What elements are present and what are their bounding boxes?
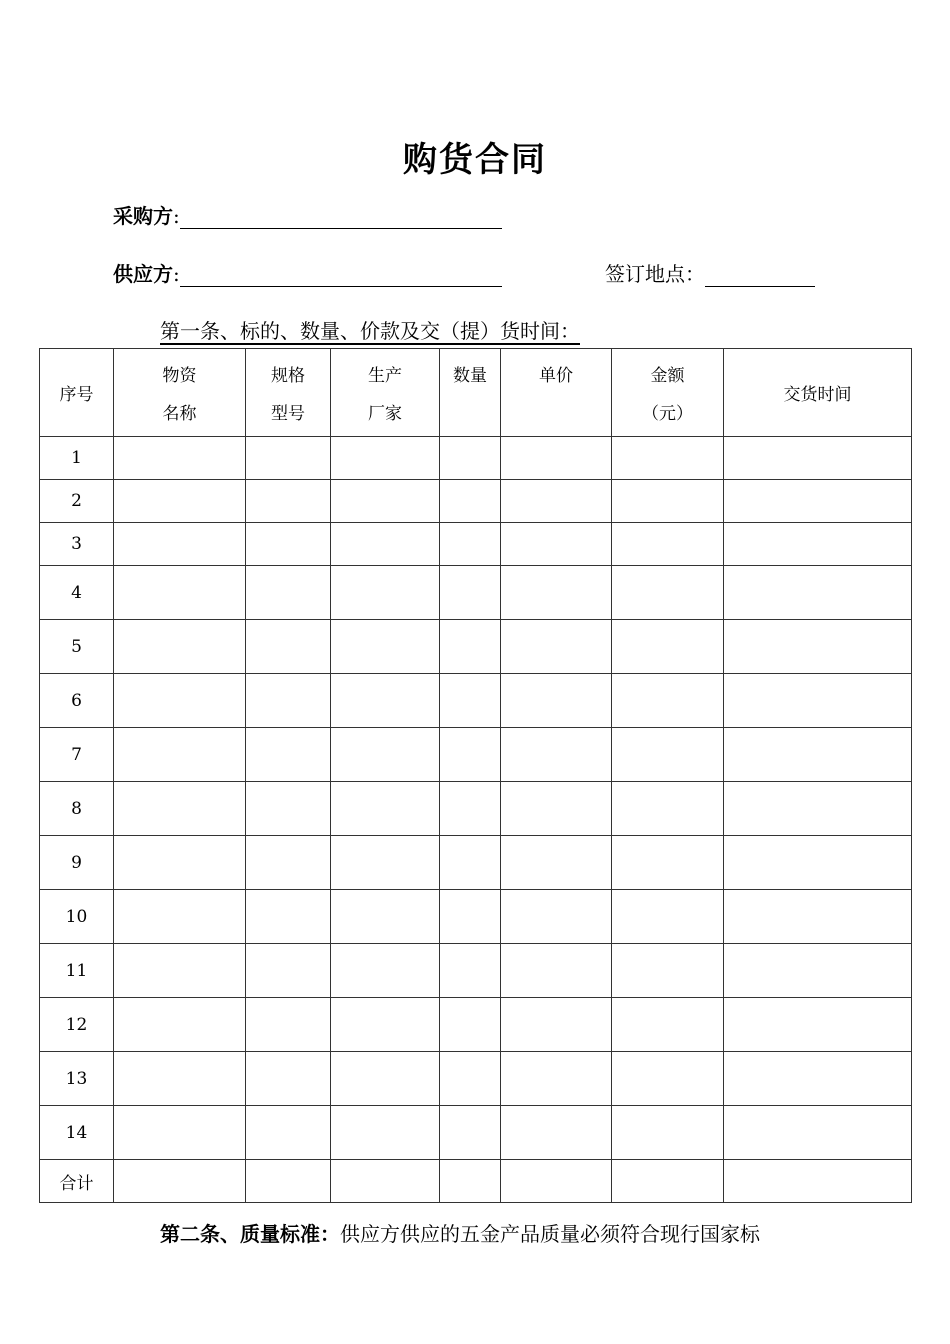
cell-name[interactable] [114, 566, 246, 620]
clause-1-heading: 第一条、标的、数量、价款及交（提）货时间： [160, 319, 580, 343]
row-number: 14 [40, 1106, 114, 1160]
cell-qty[interactable] [440, 1106, 501, 1160]
row-number: 11 [40, 944, 114, 998]
cell-amount[interactable] [612, 836, 724, 890]
table-header-row [40, 349, 912, 437]
cell-price[interactable] [501, 890, 612, 944]
cell-qty[interactable] [440, 728, 501, 782]
table-row [40, 890, 912, 944]
total-cell-maker[interactable] [331, 1160, 440, 1203]
cell-qty[interactable] [440, 674, 501, 728]
header-maker-line2: 厂家 [368, 404, 402, 424]
cell-spec[interactable] [246, 890, 331, 944]
cell-spec[interactable] [246, 1052, 331, 1106]
cell-delivery[interactable] [724, 620, 912, 674]
row-number: 3 [40, 523, 114, 566]
table-row [40, 566, 912, 620]
cell-amount[interactable] [612, 944, 724, 998]
cell-name[interactable] [114, 674, 246, 728]
supplier-blank[interactable] [180, 266, 502, 287]
clause-2-text: 供应方供应的五金产品质量必须符合现行国家标 [340, 1222, 760, 1246]
cell-spec[interactable] [246, 1106, 331, 1160]
row-number: 4 [40, 566, 114, 620]
cell-spec[interactable] [246, 728, 331, 782]
cell-qty[interactable] [440, 782, 501, 836]
cell-delivery[interactable] [724, 836, 912, 890]
supplier-field [113, 258, 502, 287]
total-row [40, 1160, 912, 1203]
cell-maker[interactable] [331, 998, 440, 1052]
header-name-line1: 物资 [162, 366, 197, 386]
goods-table [39, 348, 912, 1203]
cell-name[interactable] [114, 728, 246, 782]
row-number: 13 [40, 1052, 114, 1106]
total-cell-delivery[interactable] [724, 1160, 912, 1203]
cell-maker[interactable] [331, 782, 440, 836]
header-amount [612, 349, 724, 437]
cell-qty[interactable] [440, 1052, 501, 1106]
cell-delivery[interactable] [724, 782, 912, 836]
cell-delivery[interactable] [724, 1106, 912, 1160]
row-number: 10 [40, 890, 114, 944]
cell-qty[interactable] [440, 437, 501, 480]
cell-amount[interactable] [612, 437, 724, 480]
cell-qty[interactable] [440, 944, 501, 998]
cell-maker[interactable] [331, 674, 440, 728]
table-row [40, 998, 912, 1052]
buyer-colon: : [173, 204, 180, 228]
table-row [40, 728, 912, 782]
header-spec-line1: 规格 [271, 366, 305, 386]
cell-name[interactable] [114, 1052, 246, 1106]
total-label: 合计 [40, 1160, 114, 1203]
cell-price[interactable] [501, 998, 612, 1052]
cell-maker[interactable] [331, 523, 440, 566]
header-maker [331, 349, 440, 437]
row-number: 6 [40, 674, 114, 728]
total-cell-amount[interactable] [612, 1160, 724, 1203]
header-name [114, 349, 246, 437]
cell-amount[interactable] [612, 674, 724, 728]
cell-amount[interactable] [612, 998, 724, 1052]
cell-delivery[interactable] [724, 728, 912, 782]
supplier-label: 供应方 [113, 262, 173, 286]
cell-name[interactable] [114, 1106, 246, 1160]
header-seq: 序号 [40, 349, 114, 437]
cell-delivery[interactable] [724, 674, 912, 728]
cell-price[interactable] [501, 437, 612, 480]
document-title: 购货合同 [403, 140, 547, 180]
cell-spec[interactable] [246, 782, 331, 836]
header-amount-line2: （元） [642, 404, 693, 424]
row-number: 1 [40, 437, 114, 480]
cell-maker[interactable] [331, 620, 440, 674]
cell-price[interactable] [501, 728, 612, 782]
header-qty: 数量 [440, 349, 501, 437]
cell-maker[interactable] [331, 836, 440, 890]
cell-spec[interactable] [246, 566, 331, 620]
cell-maker[interactable] [331, 890, 440, 944]
cell-delivery[interactable] [724, 890, 912, 944]
table-row [40, 836, 912, 890]
cell-qty[interactable] [440, 523, 501, 566]
cell-qty[interactable] [440, 890, 501, 944]
cell-qty[interactable] [440, 566, 501, 620]
cell-price[interactable] [501, 782, 612, 836]
cell-price[interactable] [501, 523, 612, 566]
cell-qty[interactable] [440, 480, 501, 523]
cell-spec[interactable] [246, 523, 331, 566]
cell-qty[interactable] [440, 998, 501, 1052]
cell-price[interactable] [501, 566, 612, 620]
cell-price[interactable] [501, 944, 612, 998]
cell-qty[interactable] [440, 836, 501, 890]
cell-price[interactable] [501, 1106, 612, 1160]
clause-2-heading: 第二条、质量标准： [160, 1222, 340, 1246]
cell-price[interactable] [501, 674, 612, 728]
cell-maker[interactable] [331, 728, 440, 782]
header-amount-line1: 金额 [650, 366, 685, 386]
row-number: 8 [40, 782, 114, 836]
cell-maker[interactable] [331, 437, 440, 480]
cell-spec[interactable] [246, 944, 331, 998]
total-cell-spec[interactable] [246, 1160, 331, 1203]
cell-spec[interactable] [246, 480, 331, 523]
cell-amount[interactable] [612, 480, 724, 523]
table-row [40, 1052, 912, 1106]
table-row [40, 674, 912, 728]
cell-delivery[interactable] [724, 566, 912, 620]
cell-delivery[interactable] [724, 523, 912, 566]
cell-name[interactable] [114, 836, 246, 890]
table-row [40, 782, 912, 836]
cell-amount[interactable] [612, 1052, 724, 1106]
cell-delivery[interactable] [724, 1052, 912, 1106]
row-number: 2 [40, 480, 114, 523]
cell-amount[interactable] [612, 1106, 724, 1160]
row-number: 7 [40, 728, 114, 782]
clause-2 [160, 1218, 760, 1247]
buyer-field [113, 200, 502, 229]
cell-amount[interactable] [612, 523, 724, 566]
row-number: 9 [40, 836, 114, 890]
cell-spec[interactable] [246, 437, 331, 480]
table-row [40, 437, 912, 480]
header-maker-line1: 生产 [368, 366, 402, 386]
cell-amount[interactable] [612, 728, 724, 782]
header-spec-line2: 型号 [271, 404, 305, 424]
cell-name[interactable] [114, 782, 246, 836]
total-cell-qty[interactable] [440, 1160, 501, 1203]
cell-maker[interactable] [331, 480, 440, 523]
place-blank[interactable] [705, 266, 815, 287]
table-row [40, 620, 912, 674]
cell-maker[interactable] [331, 944, 440, 998]
cell-name[interactable] [114, 998, 246, 1052]
cell-spec[interactable] [246, 674, 331, 728]
cell-delivery[interactable] [724, 998, 912, 1052]
cell-spec[interactable] [246, 998, 331, 1052]
cell-name[interactable] [114, 437, 246, 480]
total-cell-name[interactable] [114, 1160, 246, 1203]
cell-maker[interactable] [331, 566, 440, 620]
cell-maker[interactable] [331, 1052, 440, 1106]
supplier-colon: : [173, 262, 180, 286]
cell-price[interactable] [501, 480, 612, 523]
cell-amount[interactable] [612, 620, 724, 674]
cell-name[interactable] [114, 890, 246, 944]
cell-spec[interactable] [246, 836, 331, 890]
cell-amount[interactable] [612, 782, 724, 836]
total-cell-price[interactable] [501, 1160, 612, 1203]
row-number: 12 [40, 998, 114, 1052]
cell-price[interactable] [501, 620, 612, 674]
table-row [40, 523, 912, 566]
buyer-label: 采购方 [113, 204, 173, 228]
cell-name[interactable] [114, 480, 246, 523]
cell-price[interactable] [501, 836, 612, 890]
cell-name[interactable] [114, 620, 246, 674]
cell-qty[interactable] [440, 620, 501, 674]
cell-delivery[interactable] [724, 480, 912, 523]
header-spec [246, 349, 331, 437]
buyer-blank[interactable] [180, 208, 502, 229]
cell-name[interactable] [114, 944, 246, 998]
cell-name[interactable] [114, 523, 246, 566]
place-label: 签订地点： [605, 262, 705, 286]
cell-amount[interactable] [612, 890, 724, 944]
header-delivery: 交货时间 [724, 349, 912, 437]
cell-maker[interactable] [331, 1106, 440, 1160]
place-field [605, 258, 815, 287]
cell-delivery[interactable] [724, 437, 912, 480]
cell-spec[interactable] [246, 620, 331, 674]
header-name-line2: 名称 [162, 404, 197, 424]
table-row [40, 944, 912, 998]
row-number: 5 [40, 620, 114, 674]
cell-delivery[interactable] [724, 944, 912, 998]
table-row [40, 480, 912, 523]
cell-price[interactable] [501, 1052, 612, 1106]
header-price: 单价 [501, 349, 612, 437]
cell-amount[interactable] [612, 566, 724, 620]
table-row [40, 1106, 912, 1160]
